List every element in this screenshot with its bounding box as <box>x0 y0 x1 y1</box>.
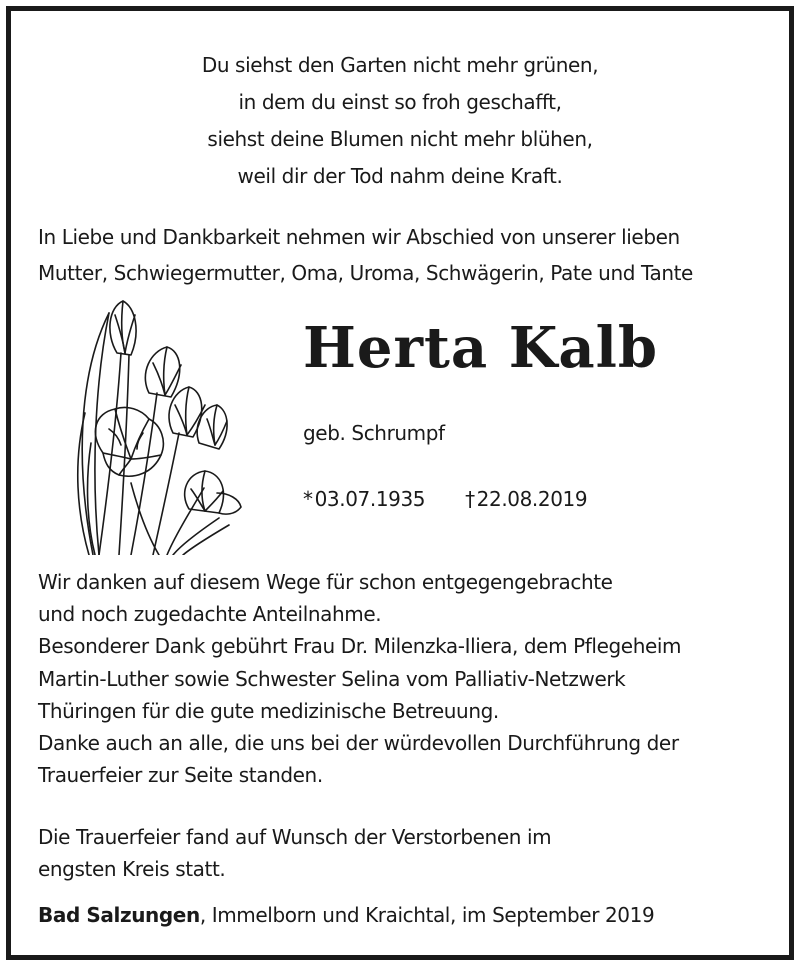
thanks-line: Danke auch an alle, die uns bei der würdevollen Durchführung der <box>38 731 679 756</box>
intro-text <box>38 219 693 291</box>
ceremony-line: engsten Kreis statt. <box>38 857 226 881</box>
birth-date: 03.07.1935 <box>314 487 426 511</box>
thanks-line: Besonderer Dank gebührt Frau Dr. Milenzka-Iliera, dem Pflegeheim <box>38 634 682 659</box>
place-name: Bad Salzungen <box>38 903 200 927</box>
poem-line: siehst deine Blumen nicht mehr blühen, <box>207 127 593 151</box>
thanks-line: Martin-Luther sowie Schwester Selina vom Palliativ-Netzwerk <box>38 666 626 691</box>
closing-line <box>38 899 654 931</box>
intro-line: In Liebe und Dankbarkeit nehmen wir Abschied von unserer lieben <box>38 225 680 249</box>
deceased-name: Herta Kalb <box>303 315 659 381</box>
thanks-text <box>38 566 681 791</box>
thanks-line: Thüringen für die gute medizinische Betreuung. <box>38 698 499 723</box>
poem-line: in dem du einst so froh geschafft, <box>238 90 562 114</box>
birth-symbol: * <box>303 487 313 511</box>
poem <box>11 47 789 195</box>
obituary-frame <box>6 6 794 960</box>
closing-rest: , Immelborn und Kraichtal, im September 2019 <box>199 903 655 927</box>
tulips-icon <box>69 293 249 555</box>
intro-line: Mutter, Schwiegermutter, Oma, Uroma, Schwägerin, Pate und Tante <box>38 261 693 285</box>
poem-line: weil dir der Tod nahm deine Kraft. <box>237 164 563 188</box>
thanks-line: Trauerfeier zur Seite standen. <box>38 763 323 788</box>
life-dates <box>303 487 587 511</box>
poem-line: Du siehst den Garten nicht mehr grünen, <box>201 53 599 77</box>
thanks-line: und noch zugedachte Anteilnahme. <box>38 602 382 627</box>
ceremony-text <box>38 821 551 885</box>
thanks-line: Wir danken auf diesem Wege für schon entgegengebrachte <box>38 570 613 594</box>
ceremony-line: Die Trauerfeier fand auf Wunsch der Verstorbenen im <box>38 825 552 849</box>
birth-name: geb. Schrumpf <box>303 421 445 445</box>
death-symbol: † <box>465 487 475 511</box>
death-date: 22.08.2019 <box>476 487 588 511</box>
